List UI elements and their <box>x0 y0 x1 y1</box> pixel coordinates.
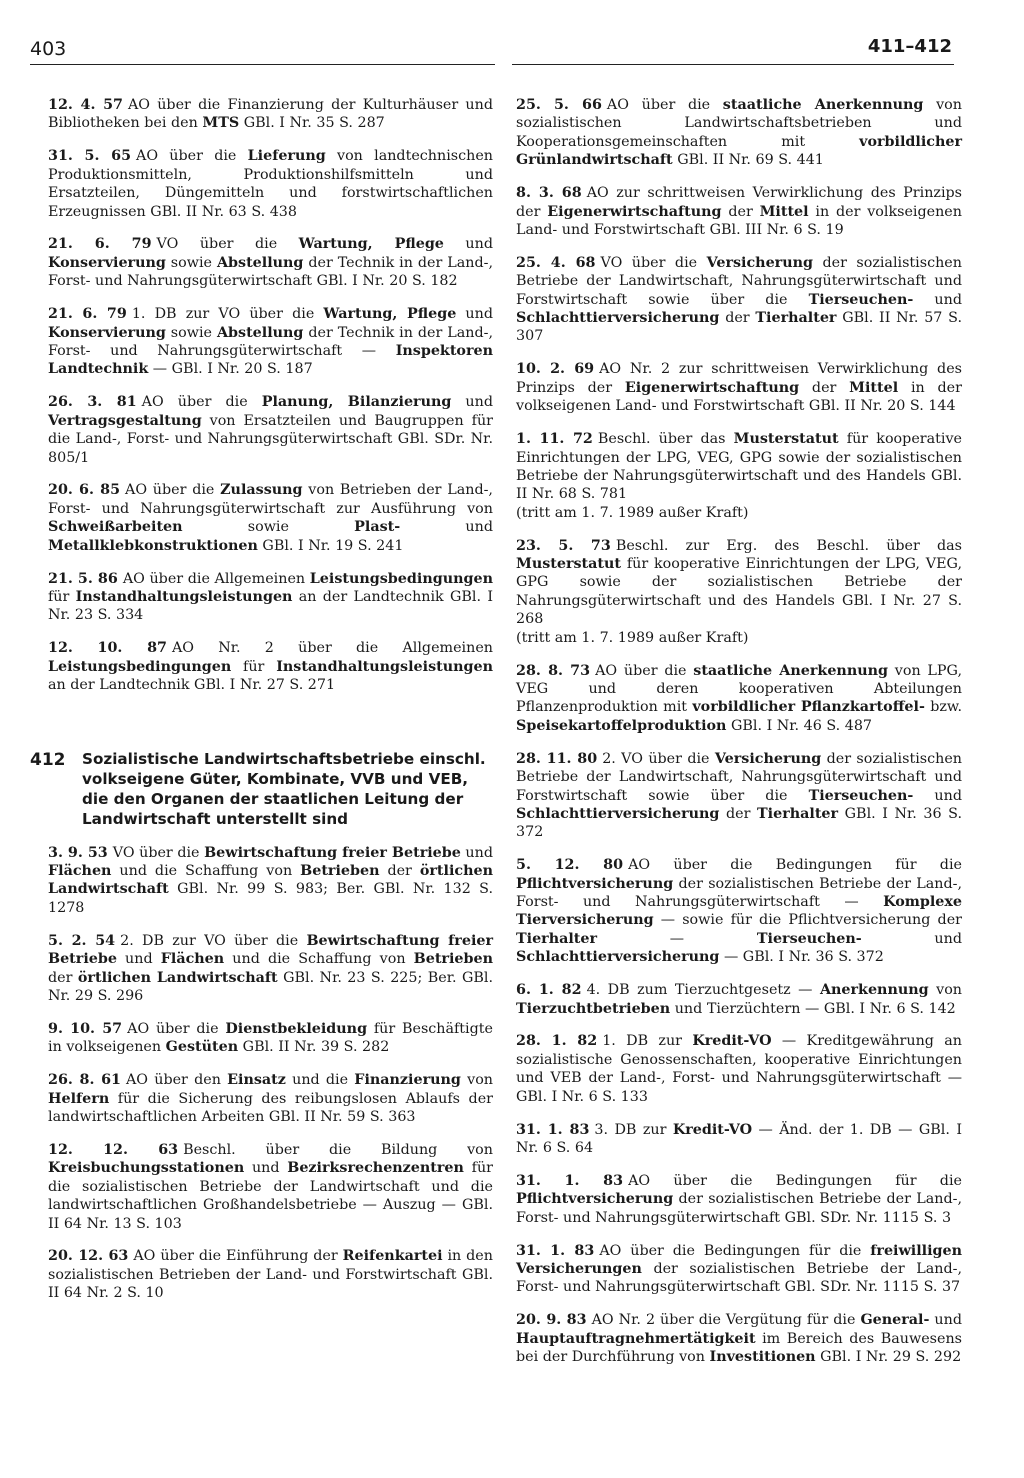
entry-keyword: Vertragsgestaltung <box>48 412 202 429</box>
entry-date: 31. 1. 83 <box>516 1242 595 1259</box>
entry-text: von sozialistischen Landwirtschaftsbetrieben und Kooperationsgemeinschaften mit <box>516 97 962 150</box>
entry-keyword: Eigenerwirtschaftung <box>547 203 722 220</box>
header-rule-right <box>512 64 954 65</box>
legal-entry <box>48 235 493 290</box>
entry-keyword: Finanzierung <box>354 1072 461 1089</box>
entry-date: 12. 4. 57 <box>48 97 123 113</box>
entry-keyword: staatliche Anerkennung <box>693 662 888 679</box>
entry-text: der Technik in der Land-, Forst- und Nahrungsgüterwirtschaft — <box>48 324 493 359</box>
legal-entry <box>516 750 962 842</box>
entry-text: der sozialistischen Betriebe der Land-, Forst- und Nahrungsgüterwirtschaft GBl. SDr. Nr. 1115 S. 37 <box>516 1261 962 1296</box>
entry-list-412 <box>48 844 493 1303</box>
legal-entry <box>516 537 962 647</box>
header-rule-left <box>30 64 495 65</box>
entry-text: für kooperative Einrichtungen der LPG, VEG, GPG sowie der sozialistischen Betriebe der Nahrungsgüterwirtschaft und des Handels GBl. I Nr. 27 S. 268 <box>516 556 962 628</box>
entry-keyword: Betrieben <box>413 951 493 968</box>
legal-entry <box>516 1032 962 1106</box>
entry-text: der sozialistischen Betriebe der Landwirtschaft, Nahrungsgüterwirtschaft und Forstwirtschaft sowie über die <box>516 254 962 308</box>
entry-text: der <box>379 863 420 880</box>
entry-keyword: örtlichen Landwirtschaft <box>77 969 278 986</box>
entry-text: und <box>456 306 493 323</box>
entry-text: GBl. II Nr. 57 S. 307 <box>516 310 962 345</box>
entry-text: — Kreditgewährung an sozialistische Genossenschaften, kooperative Einrichtungen und VEB der Land-, Forst- und Nahrungsgüterwirtschaft — GBl. I Nr. 6 S. 133 <box>516 1033 962 1105</box>
entry-text: GBl. I Nr. 36 S. 372 <box>516 805 962 841</box>
entry-keyword: Dienstbekleidung <box>225 1020 368 1037</box>
entry-date: 3. 9. 53 <box>48 844 108 861</box>
entry-text: AO Nr. 2 über die Allgemeinen <box>171 640 493 657</box>
entry-text: AO über die Bedingungen für die <box>599 1242 871 1259</box>
entry-text: bzw. <box>924 699 962 716</box>
entry-date: 28. 1. 82 <box>516 1033 598 1050</box>
entry-text: Beschl. zur Erg. des Beschl. über das <box>615 537 962 554</box>
entry-text: an der Landtechnik GBl. I Nr. 23 S. 334 <box>48 588 493 624</box>
entry-text: der Technik in der Land-, Forst- und Nahrungsgüterwirtschaft GBl. I Nr. 20 S. 182 <box>48 254 493 290</box>
entry-keyword: Musterstatut <box>733 431 839 448</box>
entry-date: 5. 2. 54 <box>48 932 116 949</box>
entry-keyword: Hauptauftragnehmertätigkeit <box>516 1330 756 1347</box>
entry-text: sowie <box>165 254 217 271</box>
entry-text: von <box>928 982 963 999</box>
entry-keyword: Musterstatut <box>516 556 622 573</box>
entry-text: AO über die Bedingungen für die <box>628 1172 962 1189</box>
entry-keyword: Versicherung <box>714 750 822 767</box>
entry-keyword: Zulassung <box>220 482 303 499</box>
entry-date: 21. 6. 79 <box>48 306 127 323</box>
legal-entry <box>516 1311 962 1366</box>
entry-text: im Bereich des Bauwesens bei der Durchführung von <box>516 1330 962 1366</box>
entry-text: — sowie für die Pflichtversicherung der <box>653 912 962 929</box>
entry-text: GBl. Nr. 99 S. 983; Ber. GBl. Nr. 132 S. 1278 <box>48 881 493 916</box>
entry-date: 21. 5. 86 <box>48 570 118 587</box>
legal-entry <box>48 481 493 555</box>
entry-keyword: Plast- <box>354 519 401 536</box>
entry-keyword: Schlachttierversicherung <box>516 310 720 327</box>
section-number: 412 <box>30 750 66 771</box>
entry-text: und <box>913 787 962 804</box>
entry-date: 6. 1. 82 <box>516 982 582 999</box>
entry-text: GBl. II Nr. 69 S. 441 <box>672 152 824 169</box>
entry-text: AO über die Einführung der <box>133 1248 343 1265</box>
entry-text: AO über die <box>136 148 248 165</box>
entry-text: von Ersatzteilen und Baugruppen für die Land-, Forst- und Nahrungsgüterwirtschaft GBl. SDr. Nr. 805/1 <box>48 412 493 466</box>
entry-text: in den sozialistischen Betrieben der Land- und Forstwirtschaft GBl. II 64 Nr. 2 S. 10 <box>48 1248 493 1302</box>
entry-text: der <box>721 203 760 220</box>
entry-text: von landtechnischen Produktionsmitteln, Produktionshilfsmitteln und Ersatzteilen, Düngemitteln und forstwirtschaftlichen Erzeugnissen GBl. II Nr. 63 S. 438 <box>48 148 493 220</box>
entry-text: AO über die <box>595 662 694 679</box>
entry-text: GBl. Nr. 23 S. 225; Ber. GBl. Nr. 29 S. 296 <box>48 969 493 1004</box>
entry-text: für <box>231 658 277 675</box>
entry-keyword: Tierhalter <box>755 310 837 327</box>
entry-text: sowie <box>182 519 355 536</box>
entry-text: an der Landtechnik GBl. I Nr. 27 S. 271 <box>48 677 336 694</box>
entry-text: 2. VO über die <box>602 750 715 767</box>
entry-text: VO über die <box>600 254 707 271</box>
entry-keyword: Tierseuchen- <box>756 930 862 947</box>
entry-keyword: Leistungsbedingungen <box>48 658 232 675</box>
entry-text: für die sozialistischen Betriebe der Landwirtschaft und die landwirtschaftlichen Großhandelsbetriebe — Auszug — GBl. II 64 Nr. 13 S. 103 <box>48 1160 493 1232</box>
entry-text: GBl. I Nr. 46 S. 487 <box>726 717 873 734</box>
entry-text: von Betrieben der Land-, Forst- und Nahrungsgüterwirtschaft zur Ausführung von <box>48 482 493 517</box>
entry-text: 3. DB zur <box>594 1121 673 1138</box>
left-column <box>30 96 494 1317</box>
entry-text: 1. DB zur <box>602 1033 693 1050</box>
entry-text: in der volkseigenen Land- und Forstwirtschaft GBl. II Nr. 20 S. 144 <box>516 379 962 415</box>
entry-date: 12. 12. 63 <box>48 1141 179 1158</box>
entry-date: 21. 6. 79 <box>48 236 152 253</box>
entry-text: der <box>799 379 850 396</box>
entry-keyword: Komplexe Tierversicherung <box>516 894 962 929</box>
entry-keyword: vorbildlicher Grünlandwirtschaft <box>516 133 962 169</box>
entry-text: AO über die <box>127 1020 226 1037</box>
entry-text: GBl. I Nr. 19 S. 241 <box>257 537 404 554</box>
entry-date: 12. 10. 87 <box>48 640 167 657</box>
entry-keyword: Pflichtversicherung <box>516 1191 674 1208</box>
entry-note: (tritt am 1. 7. 1989 außer Kraft) <box>516 629 749 646</box>
entry-keyword: Instandhaltungsleistungen <box>75 588 293 605</box>
entry-text: AO über die <box>141 394 262 411</box>
legal-entry <box>48 1020 493 1057</box>
entry-keyword: Tierseuchen- <box>808 787 914 804</box>
entry-keyword: Konservierung <box>48 324 166 341</box>
entry-text: von <box>460 1072 494 1089</box>
entry-text: und die Schaffung von <box>111 863 301 880</box>
entry-text: und <box>400 519 493 536</box>
entry-text: und <box>861 930 962 947</box>
entry-keyword: staatliche Anerkennung <box>722 97 924 113</box>
entry-text: und die <box>285 1072 355 1089</box>
entry-text: der sozialistischen Betriebe der Land-, Forst- und Nahrungsgüterwirtschaft — <box>516 875 962 911</box>
entry-keyword: Tierzuchtbetrieben <box>516 1000 671 1017</box>
entry-text: VO über die <box>156 236 299 253</box>
entry-keyword: vorbildlicher Pflanzkartoffel- <box>692 699 925 716</box>
entry-keyword: General- <box>860 1312 930 1329</box>
entry-text: AO über die Finanzierung der Kulturhäuser und Bibliotheken bei den <box>48 97 493 132</box>
entry-keyword: Konservierung <box>48 254 166 271</box>
entry-text: der sozialistischen Betriebe der Land-, Forst- und Nahrungsgüterwirtschaft GBl. SDr. Nr. 1115 S. 3 <box>516 1191 962 1226</box>
legal-entry <box>516 856 962 966</box>
legal-entry <box>48 570 493 625</box>
entry-text: von LPG, VEG und deren kooperativen Abteilungen Pflanzenproduktion mit <box>516 662 962 716</box>
entry-keyword: Eigenerwirtschaftung <box>624 379 800 396</box>
entry-keyword: Versicherung <box>706 254 813 271</box>
entry-date: 31. 5. 65 <box>48 148 132 165</box>
entry-keyword: Einsatz <box>227 1072 286 1089</box>
entry-text: AO über die <box>125 482 221 499</box>
legal-entry <box>48 393 493 467</box>
legal-entry <box>516 430 962 522</box>
entry-text: der sozialistischen Betriebe der Landwirtschaft, Nahrungsgüterwirtschaft und Forstwirtschaft sowie über die <box>516 750 962 804</box>
entry-date: 26. 3. 81 <box>48 394 137 411</box>
legal-entry <box>516 662 962 736</box>
entry-text: der <box>719 805 758 822</box>
entry-text: für kooperative Einrichtungen der LPG, VEG, GPG sowie der sozialistischen Betriebe der Nahrungsgüterwirtschaft und des Handels GBl. II Nr. 68 S. 781 <box>516 431 962 503</box>
entry-keyword: Leistungsbedingungen <box>309 570 493 587</box>
entry-keyword: MTS <box>202 115 240 132</box>
entry-keyword: Pflichtversicherung <box>516 875 674 892</box>
entry-keyword: Lieferung <box>247 148 326 165</box>
entry-text: und <box>443 236 493 253</box>
legal-entry <box>48 147 493 221</box>
entry-keyword: Kredit-VO <box>672 1121 753 1138</box>
entry-keyword: Betrieben <box>300 863 380 880</box>
entry-text: und die Schaffung von <box>224 951 414 968</box>
entry-keyword: Wartung, Pflege <box>298 236 444 253</box>
entry-date: 31. 1. 83 <box>516 1121 590 1138</box>
entry-date: 31. 1. 83 <box>516 1172 624 1189</box>
legal-entry <box>516 96 962 170</box>
legal-entry <box>48 1071 493 1126</box>
legal-entry <box>516 360 962 415</box>
entry-keyword: Mittel <box>849 379 899 396</box>
entry-text: für die Sicherung des reibungslosen Ablaufs der landwirtschaftlichen Arbeiten GBl. II Nr. 59 S. 363 <box>48 1090 493 1126</box>
entry-text: 2. DB zur VO über die <box>120 932 307 949</box>
entry-date: 20. 12. 63 <box>48 1248 129 1265</box>
entry-date: 25. 4. 68 <box>516 254 596 271</box>
legal-entry <box>516 254 962 346</box>
legal-entry <box>48 305 493 379</box>
entry-text: und <box>116 951 161 968</box>
entry-text: AO über den <box>125 1072 228 1089</box>
entry-keyword: Inspektoren Landtechnik <box>48 342 493 378</box>
entry-list-412-continued <box>516 96 962 1367</box>
entry-text: AO zur schrittweisen Verwirklichung des Prinzips der <box>516 185 963 220</box>
legal-entry <box>48 1141 493 1233</box>
entry-keyword: Wartung, Pflege <box>323 306 457 323</box>
legal-entry <box>516 981 962 1018</box>
entry-text: und <box>929 1312 962 1329</box>
legal-entry <box>48 844 493 918</box>
entry-text: der <box>48 969 78 986</box>
legal-entry <box>516 1242 962 1297</box>
entry-keyword: Kreisbuchungsstationen <box>48 1160 245 1177</box>
entry-keyword: Flächen <box>160 951 225 968</box>
entry-keyword: freiwilligen Versicherungen <box>516 1242 962 1278</box>
legal-entry <box>516 1121 962 1158</box>
entry-text: der <box>719 310 756 327</box>
entry-text: GBl. I Nr. 35 S. 287 <box>239 115 385 132</box>
entry-date: 26. 8. 61 <box>48 1072 121 1089</box>
entry-keyword: Tierhalter <box>516 930 598 947</box>
entry-text: und <box>460 844 493 861</box>
entry-text: AO über die <box>606 97 723 113</box>
entry-text: in der volkseigenen Land- und Forstwirtschaft GBl. III Nr. 6 S. 19 <box>516 203 962 238</box>
entry-date: 1. 11. 72 <box>516 431 593 448</box>
legal-entry <box>48 96 493 133</box>
legal-entry <box>48 1247 493 1302</box>
entry-keyword: Mittel <box>759 203 809 220</box>
entry-text: sowie <box>165 324 217 341</box>
entry-date: 23. 5. 73 <box>516 537 611 554</box>
section-range: 411–412 <box>867 36 952 57</box>
entry-text: 1. DB zur VO über die <box>131 306 324 323</box>
entry-date: 20. 6. 85 <box>48 482 121 499</box>
section-heading <box>30 750 493 829</box>
entry-list-411 <box>48 96 493 694</box>
entry-text: und <box>244 1160 288 1177</box>
entry-keyword: Tierseuchen- <box>808 291 914 308</box>
entry-keyword: Helfern <box>48 1090 110 1107</box>
entry-date: 28. 8. 73 <box>516 662 591 679</box>
entry-text: 4. DB zum Tierzuchtgesetz — <box>586 982 820 999</box>
entry-text: und Tierzüchtern — GBl. I Nr. 6 S. 142 <box>670 1000 956 1017</box>
entry-text: AO über die Allgemeinen <box>122 570 310 587</box>
entry-keyword: Investitionen <box>709 1349 816 1366</box>
entry-keyword: Schlachttierversicherung <box>516 805 720 822</box>
entry-date: 20. 9. 83 <box>516 1312 587 1329</box>
legal-entry <box>48 932 493 1006</box>
entry-text: AO Nr. 2 über die Vergütung für die <box>591 1312 861 1329</box>
entry-keyword: Schweißarbeiten <box>48 519 183 536</box>
entry-date: 28. 11. 80 <box>516 750 598 767</box>
entry-keyword: Abstellung <box>216 254 304 271</box>
entry-text: Beschl. über die Bildung von <box>183 1141 493 1158</box>
legal-entry <box>516 184 962 239</box>
entry-keyword: Bewirtschaftung freier Betriebe <box>204 844 461 861</box>
page-number: 403 <box>30 38 67 60</box>
entry-keyword: Tierhalter <box>757 805 839 822</box>
section-title: Sozialistische Landwirtschaftsbetriebe einschl. volkseigene Güter, Kombinate, VVB und VEB, die den Organen der staatlichen Leitung der Landwirtschaft unterstellt sind <box>82 750 486 828</box>
entry-text: für <box>48 588 76 605</box>
entry-text: für Beschäftigte in volkseigenen <box>48 1020 493 1056</box>
entry-text: AO über die Bedingungen für die <box>628 857 962 874</box>
entry-keyword: Anerkennung <box>819 982 929 999</box>
entry-keyword: Flächen <box>48 863 112 880</box>
entry-text: — Änd. der 1. DB — GBl. I Nr. 6 S. 64 <box>516 1121 962 1156</box>
entry-date: 5. 12. 80 <box>516 857 624 874</box>
entry-text: GBl. I Nr. 29 S. 292 <box>815 1349 962 1366</box>
entry-date: 8. 3. 68 <box>516 185 582 202</box>
entry-keyword: Metallklebkonstruktionen <box>48 537 258 554</box>
entry-keyword: Bewirtschaftung freier Betriebe <box>48 932 493 968</box>
entry-text: und <box>913 291 962 308</box>
entry-keyword: Schlachttierversicherung <box>516 949 720 966</box>
entry-text: Beschl. über das <box>597 431 734 448</box>
entry-keyword: Planung, Bilanzierung <box>261 394 452 411</box>
entry-text: — GBl. I Nr. 20 S. 187 <box>148 361 313 378</box>
entry-keyword: Instandhaltungsleistungen <box>276 658 493 675</box>
entry-keyword: Abstellung <box>216 324 304 341</box>
entry-date: 9. 10. 57 <box>48 1020 123 1037</box>
legal-entry <box>516 1172 962 1227</box>
entry-text: AO Nr. 2 zur schrittweisen Verwirklichung des Prinzips der <box>516 361 962 396</box>
entry-date: 25. 5. 66 <box>516 97 602 113</box>
entry-text: — <box>597 930 757 947</box>
entry-note: (tritt am 1. 7. 1989 außer Kraft) <box>516 504 749 521</box>
entry-text: GBl. II Nr. 39 S. 282 <box>238 1039 390 1056</box>
entry-text: VO über die <box>112 844 205 861</box>
entry-text: — GBl. I Nr. 36 S. 372 <box>719 949 884 966</box>
entry-text: und <box>451 394 493 411</box>
entry-keyword: Kredit-VO <box>692 1033 772 1050</box>
entry-date: 10. 2. 69 <box>516 361 595 378</box>
entry-keyword: örtlichen Landwirtschaft <box>48 863 493 898</box>
right-column <box>516 96 962 1381</box>
entry-keyword: Bezirksrechenzentren <box>287 1160 464 1177</box>
legal-entry <box>48 639 493 694</box>
entry-keyword: Gestüten <box>165 1039 239 1056</box>
entry-keyword: Speisekartoffelproduktion <box>516 717 727 734</box>
entry-keyword: Reifenkartei <box>342 1248 443 1265</box>
